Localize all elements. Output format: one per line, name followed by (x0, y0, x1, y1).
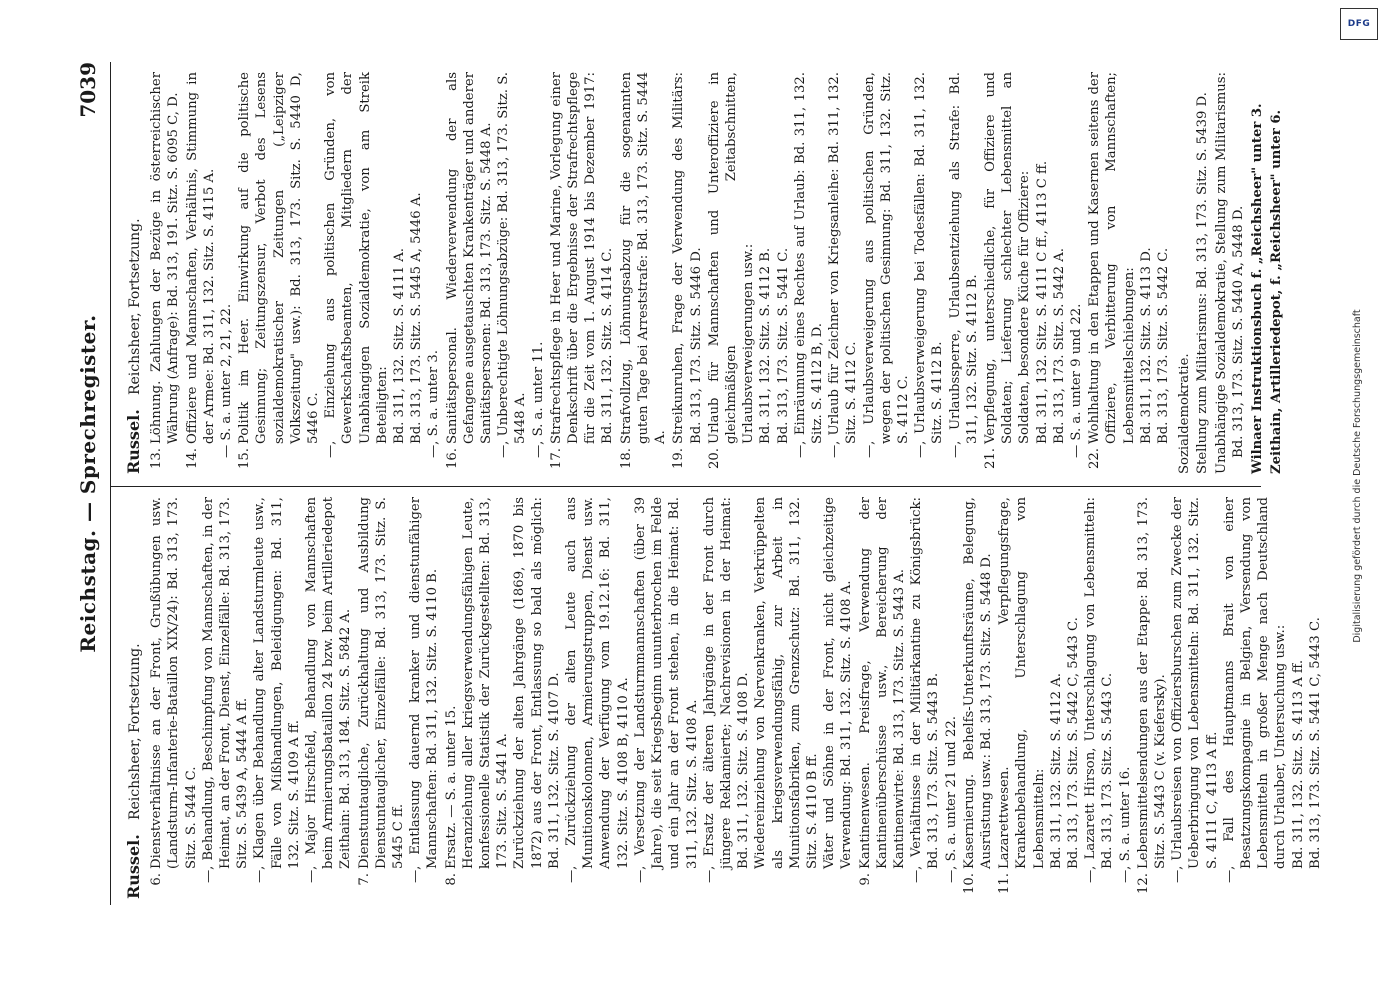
index-page (40, 0, 1323, 1000)
sub-entry: —, S. a. unter 16. (1117, 766, 1133, 883)
sub-entry: —, S. a. unter 11. (530, 341, 546, 458)
page-number: 7039 (76, 62, 100, 118)
index-columns (111, 62, 1323, 905)
funding-note: Digitalisierung gefördert durch die Deutsche Forschungsgemeinschaft (1352, 309, 1363, 643)
cross-reference: Wilnaer Instruktionsbuch f. „Reichsheer" unter 3. (1250, 103, 1265, 474)
sub-entry: —, Ersatz der älteren Jahrgänge in der Front durch jüngere Reklamierte; Nachrevisionen in der Heimat: Bd. 311, 132. Sitz. S. 4108 D. (701, 497, 752, 883)
reference-line: Bd. 313, 173. Sitz. S. 5442 A. (1051, 248, 1067, 444)
sub-entry: —, S. a. unter 21 und 22. (943, 716, 959, 883)
reference-line: Bd. 311, 132. Sitz. S. 4111 C ff., 4113 C ff. (1034, 160, 1050, 444)
index-entry-22 (1086, 72, 1172, 474)
reference-line: Bd. 311, 132. Sitz. S. 4112 A. (1048, 673, 1064, 869)
left-column (111, 487, 1323, 905)
entry-text: Urlaub für Mannschaften und Unteroffiziere in gleichmäßigen Zeitabschnitten, Urlaubsverweigerungen usw.: (706, 72, 757, 444)
topic-continuation: Reichsheer, Fortsetzung. (127, 643, 143, 821)
sub-entry: —, Urlaub für Zeichner von Kriegsanleihe: Bd. 311, 132. Sitz. S. 4112 C. (827, 72, 860, 458)
entry-text: Wohlhaltung in den Etappen und Kasernen seitens der Offiziere, Verbitterung von Mannschaften; Lebensmittelschiebungen: (1087, 72, 1137, 444)
page-title: Reichstag. — Sprechregister. (76, 314, 100, 653)
entry-text: Heranziehung aller kriegsverwendungsfähigen Leute, konfessionelle Statistik der Zurückgestellten: Bd. 313, 173. Sitz. S. 5441 A. (460, 497, 511, 869)
entry-number: 10. (961, 873, 977, 894)
sub-entry: —, Urlaubsverweigerung bei Todesfällen: Bd. 311, 132. Sitz. S. 4112 B. (913, 72, 946, 458)
entry-text: Väter und Söhne in der Front, nicht gleichzeitige Verwendung: Bd. 311, 132. Sitz. S. 4108 A. (822, 497, 855, 869)
entry-number: 21. (982, 448, 998, 469)
index-entry-18 (618, 72, 670, 474)
entry-text: Ersatz. — S. a. unter 15. (443, 705, 459, 869)
reference-line: Bd. 313, 173. Sitz. S. 5442 C, 5443 C. (1065, 617, 1081, 869)
entry-text: Strafrechtspflege in Heer und Marine, Vorlegung einer Denkschrift über die Ergebnisse der Strafrechtspflege für die Zeit vom 1. August 1914 bis Dezember 1917: Bd. 311, 132. Sitz. S. 4114 C. (548, 72, 616, 444)
entry-number: 19. (671, 448, 687, 469)
sub-entry: —, Unberechtigte Löhnungsabzüge: Bd. 313, 173. Sitz. S. 5448 A. (496, 72, 529, 458)
entry-number: 11. (997, 873, 1013, 894)
index-entry-15 (236, 72, 442, 474)
sub-entry: —, Zurückziehung der alten Leute auch aus Munitionskolonnen, Armierungstruppen, Dienst usw. Anwendung der Verfügung vom 19.12.16: Bd. 311, 132. Sitz. S. 4108 B, 4110 A. (564, 497, 631, 883)
index-entry-13 (148, 72, 182, 474)
entry-number: 15. (237, 448, 253, 469)
column-heading (125, 497, 144, 899)
entry-number: 13. (149, 448, 165, 469)
entry-number: 17. (548, 448, 564, 469)
dfg-logo: DFG (1340, 8, 1378, 40)
sub-entry: —, Fall des Hauptmanns Brait von einer Besatzungskompagnie in Belgien, Versendung von Lebensmitteln in großer Menge nach Deutschland durch Urlauber, Untersuchung usw.: (1221, 497, 1289, 883)
entry-text: Kasernierung. Behelfs-Unterkunftsräume, Belegung, Ausrüstung usw.: Bd. 313, 173. Sitz. S. 5448 D. (961, 497, 994, 869)
sub-entry: —, S. a. unter 3. (426, 350, 442, 458)
entry-text: Kantinenwesen. Preisfrage, Verwendung der Kantinenüberschüsse usw., Bereicherung der Kantinenwirte: Bd. 313, 173. Sitz. S. 5443 A. (857, 497, 907, 869)
entry-text: Lebensmittelsendungen aus der Etappe: Bd. 313, 173. Sitz. S. 5443 C (v. Kiefersky). (1135, 497, 1168, 869)
index-entry-20 (706, 72, 981, 474)
index-entry-19 (670, 72, 704, 474)
sub-entry: —, Behandlung, Beschimpfung von Mannschaften, in der Heimat, an der Front, Dienst, Einzelfälle: Bd. 313, 173. Sitz. S. 5439 A, 5444 A ff. (200, 497, 251, 883)
reference-line: Bd. 313, 173. Sitz. S. 5441 C. (775, 247, 791, 444)
topic-continuation: Reichsheer, Fortsetzung. (127, 218, 143, 396)
index-entry-6 (148, 497, 354, 899)
entry-number: 8. (443, 873, 459, 886)
index-line: Stellung zum Militarismus: Bd. 313, 173. Sitz. S. 5439 D. (1195, 92, 1211, 474)
digitization-stamp (1340, 8, 1380, 992)
sub-entry: —, Urlaubssperre, Urlaubsentziehung als Strafe: Bd. 311, 132. Sitz. S. 4112 B. (947, 72, 980, 458)
cross-reference: Zeithain, Artilleriedepot, f. „Reichsheer" unter 6. (1269, 109, 1285, 474)
sub-entry: —, Klagen über Behandlung alter Landsturmleute usw., Fälle von Mißhandlungen, Beleidigungen: Bd. 311, 132. Sitz. S. 4109 A ff. (252, 497, 302, 883)
index-entry-17 (548, 72, 617, 474)
index-entry-11 (996, 497, 1134, 899)
speaker-name: Russel. (124, 834, 143, 899)
sub-entry: —, Einziehung aus politischen Gründen, von Gewerkschaftsbeamten, Mitgliedern der Unabhängigen Sozialdemokratie, von am Streik Beteiligten: (323, 72, 390, 458)
entry-number: 22. (1087, 448, 1103, 469)
sub-entry: —, Verhältnisse in der Militärkantine zu Königsbrück: Bd. 313, 173. Sitz. S. 5443 B. (909, 497, 942, 883)
entry-text: Zurückziehung der alten Jahrgänge (1869, 1870 bis 1872) aus der Front, Entlassung so bald als möglich: Bd. 311, 132. Sitz. S. 4107 D. (512, 497, 562, 869)
sub-entry: —, Urlaubsreisen von Offiziersburschen zum Zwecke der Ueberbringung von Lebensmitteln: Bd. 311, 132. Sitz. S. 4111 C, 4113 A ff. (1170, 497, 1220, 883)
reference-line: Bd. 313, 173. Sitz. S. 5445 A, 5446 A. (409, 192, 425, 444)
index-entry-14 (184, 72, 236, 474)
right-column (111, 62, 1285, 487)
speaker-name: Russel. (124, 409, 143, 474)
entry-number: 12. (1135, 873, 1151, 894)
sub-entry: —, Major Hirschfeld, Behandlung von Mannschaften beim Armierungsbataillon 24 bzw. beim Artilleriedepot Zeithain: Bd. 313, 184. Sitz. S. 5842 A. (304, 497, 354, 883)
index-entry-10 (961, 497, 995, 899)
entry-text: Wiedereinziehung von Nervenkranken, Verkrüppelten als kriegsverwendungsfähig, zur Arbeit in Munitionsfabriken, zum Grenzschutz: Bd. 311, 132. Sitz. S. 4110 B ff. (753, 497, 820, 869)
sub-entry: —, Einräumung eines Rechtes auf Urlaub: Bd. 311, 132. Sitz. S. 4112 B, D. (792, 72, 825, 458)
entry-number: 9. (857, 873, 873, 886)
entry-text: Politik im Heer. Einwirkung auf die politische Gesinnung; Zeitungszensur, Verbot des Lesens sozialdemokratischer Zeitungen („Leipziger Volkszeitung" usw.): Bd. 313, 173. Sitz. S. 5440 D, 5446 C. (237, 72, 322, 444)
entry-text: Sanitätspersonal. Wiederverwendung der als Gefangene ausgetauschten Krankenträger und anderer Sanitätspersonen: Bd. 313, 173. Sitz. S. 5448 A. (444, 72, 495, 444)
entry-text: Dienstverhältnisse an der Front, Grußübungen usw. (Landsturm-Infanterie-Bataillon XIX/24): Bd. 313, 173. Sitz. S. 5444 C. (149, 497, 199, 869)
reference-line: Bd. 311, 132. Sitz. S. 4113 D. (1138, 247, 1154, 444)
index-entry-7 (356, 497, 442, 899)
reference-line: Bd. 313, 173. Sitz. S. 5441 C, 5443 C. (1307, 617, 1323, 869)
index-entry-21 (982, 72, 1085, 474)
entry-text: Offiziere und Mannschaften, Verhältnis, Stimmung in der Armee: Bd. 311, 132. Sitz. S. 4115 A. (184, 72, 217, 444)
entry-number: 7. (356, 873, 372, 886)
entry-number: 18. (618, 448, 634, 469)
reference-line: Bd. 311, 132. Sitz. S. 4112 B. (758, 247, 774, 444)
index-entry-8 (443, 497, 856, 899)
sub-entry: — S. a. unter 9 und 22. (1068, 303, 1084, 458)
reference-line: Bd. 313, 173. Sitz. S. 5442 C. (1155, 247, 1171, 444)
index-entry-9 (857, 497, 960, 899)
column-heading (125, 72, 144, 474)
sub-entry: —, Versetzung der Landsturmmannschaften (über 39 Jahre), die seit Kriegsbeginn ununterbrochen im Felde und ein Jahr an der Front stehen, in die Heimat: Bd. 311, 132. Sitz. S. 4108 A. (632, 497, 700, 883)
entry-number: 6. (149, 873, 165, 886)
index-line: Unabhängige Sozialdemokratie, Stellung zum Militarismus: Bd. 313, 173. Sitz. S. 5440 A, 5448 D. (1213, 72, 1246, 474)
page-header (70, 62, 111, 905)
reference-line: Bd. 311, 132. Sitz. S. 4113 A ff. (1290, 659, 1306, 869)
entry-text: Verpflegung, unterschiedliche, für Offiziere und Soldaten; Lieferung schlechter Lebensmittel an Soldaten, besondere Küche für Offiziere: (982, 72, 1033, 444)
entry-number: 16. (444, 448, 460, 469)
reference-line: Bd. 311, 132. Sitz. S. 4111 A. (392, 248, 408, 444)
entry-text: Lazarettwesen. Verpflegungsfrage, Krankenbehandlung, Unterschlagung von Lebensmitteln: (997, 497, 1047, 869)
sub-entry: —, Entlassung dauernd kranker und dienstunfähiger Mannschaften: Bd. 311, 132. Sitz. S. 4110 B. (408, 497, 441, 883)
entry-text: Streikunruhen, Frage der Verwendung des Militärs: Bd. 313, 173. Sitz. S. 5446 D. (671, 72, 704, 444)
index-entry-12 (1135, 497, 1324, 899)
entry-number: 20. (706, 448, 722, 469)
entry-number: 14. (184, 448, 200, 469)
sub-entry: —, Lazarett Hirson, Unterschlagung von Lebensmitteln: Bd. 313, 173. Sitz. S. 5443 C. (1083, 497, 1116, 883)
index-heading-sozialdemokratie: Sozialdemokratie. (1177, 353, 1193, 474)
entry-text: Dienstuntaugliche, Zurückhaltung und Ausbildung Dienstuntauglicher, Einzelfälle: Bd. 313, 173. Sitz. S. 5445 C ff. (356, 497, 407, 869)
entry-text: Löhnung. Zahlungen der Bezüge in österreichischer Währung (Anfrage): Bd. 313, 191. Sitz. S. 6095 C, D. (149, 72, 182, 444)
index-entry-16 (444, 72, 547, 474)
sub-entry: — S. a. unter 2, 21, 22. (219, 303, 235, 458)
entry-text: Strafvollzug, Löhnungsabzug für die sogenannten guten Tage bei Arreststrafe: Bd. 313, 173. Sitz. S. 5444 A. (618, 72, 669, 444)
sub-entry: —, Urlaubsverweigerung aus politischen Gründen, wegen der politischen Gesinnung: Bd. 311, 132. Sitz. S. 4112 C. (861, 72, 911, 458)
